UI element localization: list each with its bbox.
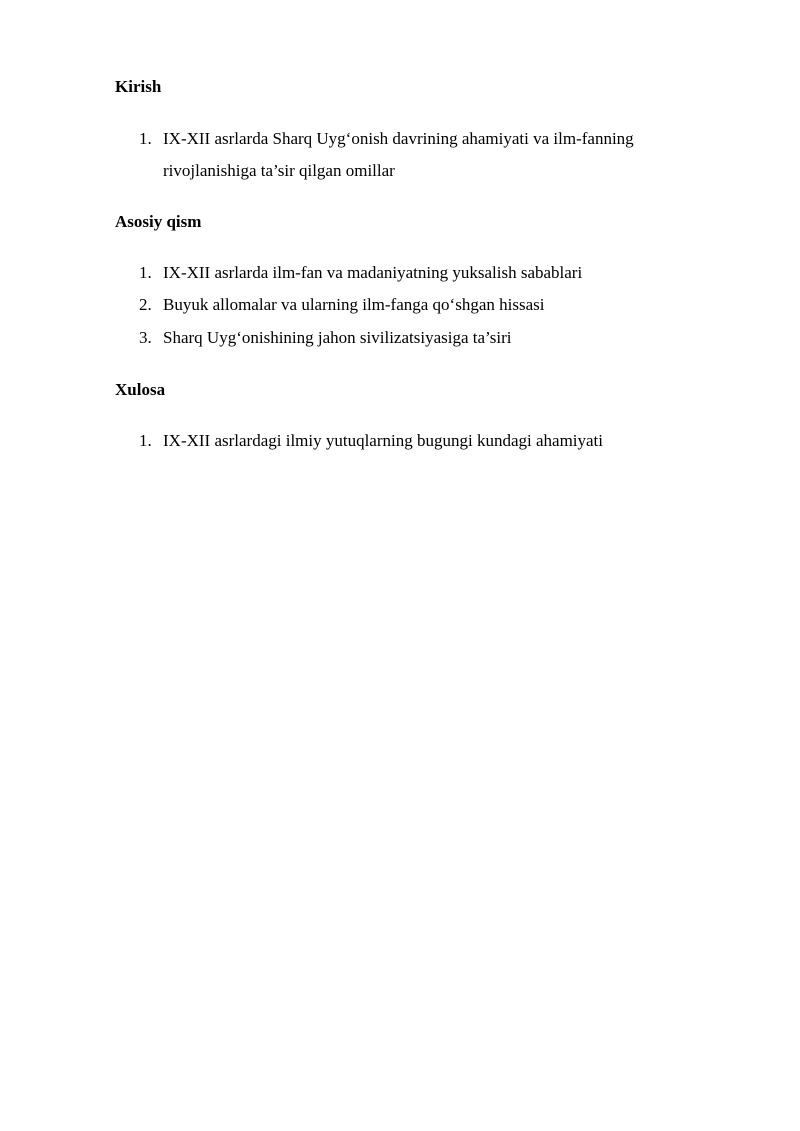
section-heading-xulosa: Xulosa — [115, 380, 166, 399]
list-item-text: IX-XII asrlardagi ilmiy yutuqlarning bugungi kundagi ahamiyati — [163, 431, 604, 450]
list-item-number: 1. — [139, 431, 152, 450]
list-item — [139, 123, 699, 187]
list-item-number: 1. — [139, 129, 152, 148]
section-heading-asosiy-qism: Asosiy qism — [115, 212, 202, 231]
list-item-text: IX-XII asrlarda ilm-fan va madaniyatning yuksalish sabablari — [163, 263, 583, 282]
list-item-number: 1. — [139, 263, 152, 282]
list-item-number: 2. — [139, 295, 152, 314]
list-item-text: Buyuk allomalar va ularning ilm-fanga qo‘shgan hissasi — [163, 295, 545, 314]
list-item — [139, 425, 699, 457]
list-item-text: Sharq Uyg‘onishining jahon sivilizatsiyasiga ta’siri — [163, 328, 512, 347]
list-item — [139, 289, 699, 321]
section-heading-kirish: Kirish — [115, 77, 162, 96]
list-item — [139, 257, 699, 289]
list-item — [139, 322, 699, 354]
list-item-number: 3. — [139, 328, 152, 347]
list-item-text: IX-XII asrlarda Sharq Uyg‘onish davrining ahamiyati va ilm-fanning rivojlanishiga ta’sir qilgan omillar — [163, 129, 634, 180]
